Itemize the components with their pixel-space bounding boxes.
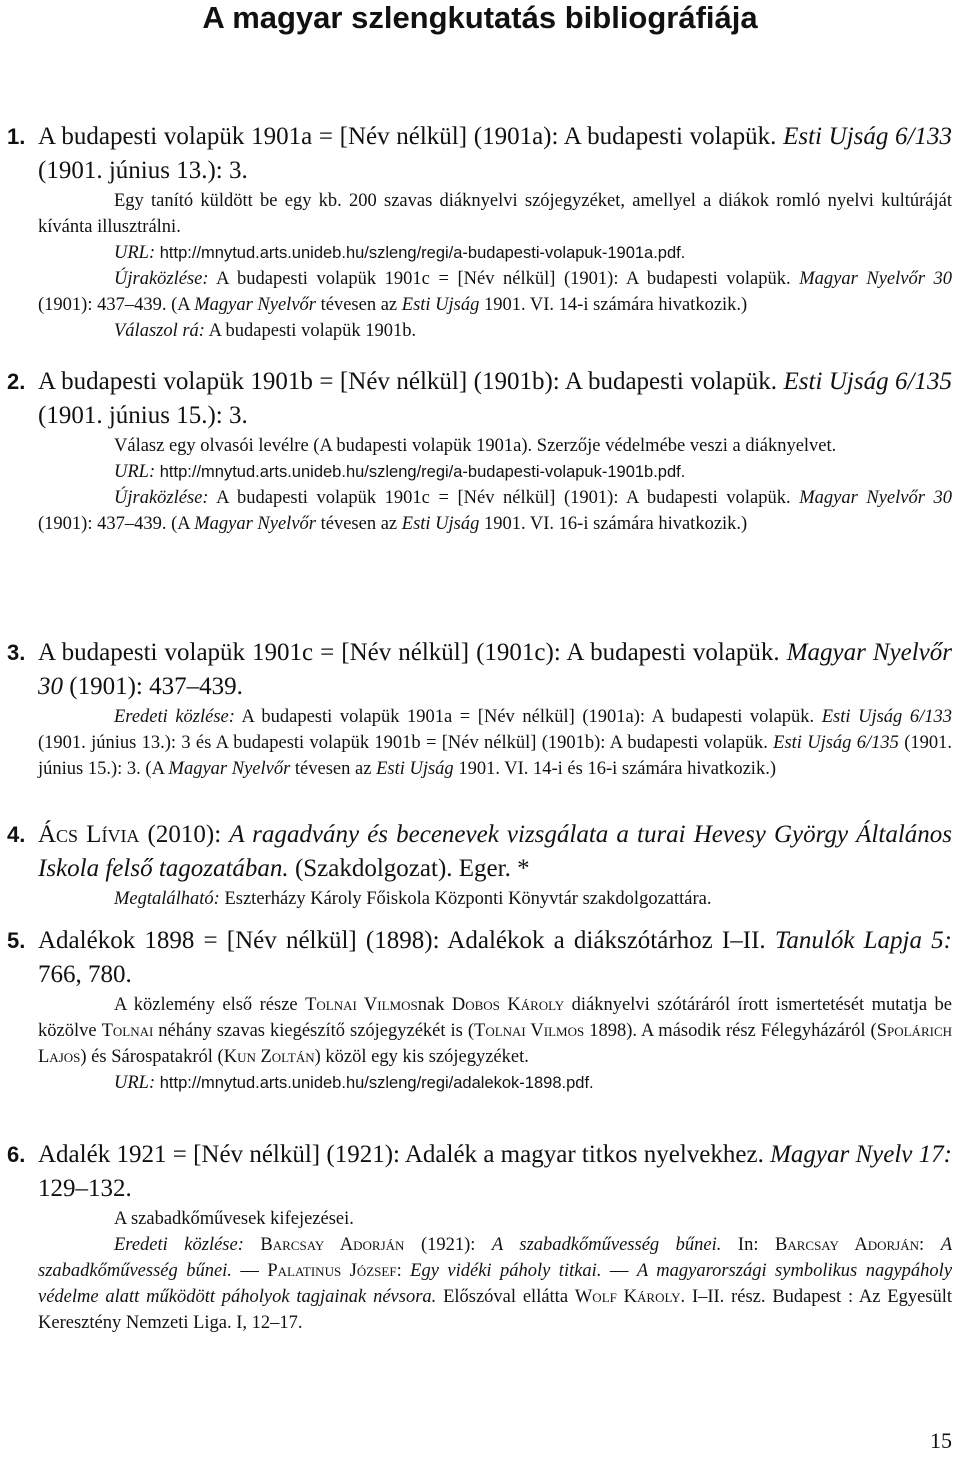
entry-annotation: [38, 1206, 952, 1336]
italic-text: Magyar Nyelv 17:: [770, 1141, 952, 1168]
entry-heading: [7, 636, 952, 704]
text-run: diáknyelvi szótáráról írott ismertetését mutatja be közölve: [38, 995, 953, 1041]
text-run: A budapesti volapük 1901c = [Név nélkül] (1901): A budapesti volapük.: [208, 269, 800, 289]
annotation-paragraph: [38, 886, 952, 912]
italic-text: A szabadkőművesség bűnei.: [491, 1235, 722, 1255]
text-run: [244, 1235, 261, 1255]
entry-heading: [7, 818, 952, 886]
author-name: Palatinus József: [267, 1261, 397, 1281]
italic-text: A ragadvány és becenevek vizsgálata a turai Hevesy György Általános Iskola felső tagozatában.: [38, 821, 952, 882]
text-run: tévesen az: [290, 759, 377, 779]
italic-text: Magyar Nyelvőr 30: [38, 639, 952, 700]
text-run: :: [919, 1235, 941, 1255]
italic-text: Esti Ujság 6/135: [773, 733, 899, 753]
text-run: (2010):: [139, 821, 230, 848]
text-run: A budapesti volapük 1901a = [Név nélkül] (1901a): A budapesti volapük.: [38, 123, 784, 150]
text-run: A budapesti volapük 1901a = [Név nélkül] (1901a): A budapesti volapük.: [234, 707, 822, 727]
bibliography-entry-3: [0, 636, 960, 782]
annotation-paragraph: [38, 485, 952, 537]
annotation-paragraph: [38, 992, 952, 1070]
bibliography-entry-4: [0, 818, 960, 912]
page-title: A magyar szlengkutatás bibliográfiája: [202, 0, 758, 35]
text-run: 1901. VI. 14-i számára hivatkozik.): [479, 295, 748, 315]
text-run: A budapesti volapük 1901c = [Név nélkül] (1901c): A budapesti volapük.: [38, 639, 787, 666]
page-number: 15: [930, 1428, 952, 1453]
entry-number: 2.: [7, 369, 26, 394]
text-run: (1901. június 13.): 3.: [38, 157, 248, 184]
italic-text: Esti Ujság: [401, 295, 480, 315]
italic-text: Esti Ujság 6/133: [821, 707, 952, 727]
italic-text: Magyar Nyelvőr: [194, 514, 316, 534]
entry-annotation: [38, 704, 952, 782]
text-run: ) és Sárospatakról (: [80, 1047, 224, 1067]
text-run: ) közöl egy kis szójegyzéket.: [314, 1047, 529, 1067]
annotation-paragraph: [38, 433, 952, 459]
annotation-paragraph: [38, 704, 952, 782]
author-name: Barcsay Adorján: [775, 1235, 920, 1255]
annotation-paragraph: [38, 318, 952, 344]
text-run: 129–132.: [38, 1175, 132, 1202]
italic-text: Magyar Nyelvőr: [168, 759, 291, 779]
text-run: . I–II. rész. Budapest : Az Egyesült Keresztény Nemzeti Liga. I, 12–17.: [38, 1287, 953, 1333]
italic-text: Esti Ujság 6/135: [783, 368, 952, 395]
text-run: Előszóval ellátta: [436, 1287, 575, 1307]
entry-number: 3.: [7, 640, 26, 665]
italic-text: Esti Ujság: [401, 514, 480, 534]
author-name: Barcsay Adorján: [260, 1235, 405, 1255]
annotation-paragraph: [38, 459, 952, 485]
text-run: :: [396, 1261, 411, 1281]
author-name: Tolnai Vilmos: [305, 995, 418, 1015]
italic-text: URL:: [114, 462, 156, 482]
entry-heading: [7, 924, 952, 992]
bibliography-entry-1: [0, 120, 960, 344]
italic-text: Válaszol rá:: [114, 321, 205, 341]
text-run: 766, 780.: [38, 961, 132, 988]
entry-number: 4.: [7, 822, 26, 847]
entry-number: 1.: [7, 124, 26, 149]
italic-text: Esti Ujság 6/133: [783, 123, 953, 150]
text-run: A budapesti volapük 1901b.: [204, 321, 417, 341]
text-run: 1901. VI. 14-i és 16-i számára hivatkozik.): [453, 759, 776, 779]
italic-text: URL:: [114, 243, 156, 263]
text-run: tévesen az: [315, 295, 402, 315]
text-run: A szabadkőművesek kifejezései.: [114, 1209, 354, 1229]
bibliography-entry-2: [0, 365, 960, 537]
text-run: tévesen az: [315, 514, 402, 534]
entry-heading: [7, 365, 952, 433]
text-run: —: [601, 1261, 637, 1281]
italic-text: A magyarországi symbolikus nagypáholy védelme alatt működött páholyok tagjainak névsora.: [38, 1261, 953, 1307]
text-run: In:: [721, 1235, 775, 1255]
author-name: Ács Lívia: [38, 821, 140, 848]
text-run: Adalékok 1898 = [Név nélkül] (1898): Adalékok a diákszótárhoz I–II.: [38, 927, 775, 954]
italic-text: Megtalálható:: [114, 889, 220, 909]
author-name: Tolnai Vilmos: [474, 1021, 585, 1041]
text-run: A budapesti volapük 1901b = [Név nélkül] (1901b): A budapesti volapük.: [38, 368, 784, 395]
annotation-paragraph: [38, 266, 952, 318]
text-run: 1901. VI. 16-i számára hivatkozik.): [479, 514, 748, 534]
italic-text: URL:: [114, 1073, 156, 1093]
text-run: (1921):: [404, 1235, 492, 1255]
author-name: Tolnai: [101, 1021, 154, 1041]
text-run: Adalék 1921 = [Név nélkül] (1921): Adalék a magyar titkos nyelvekhez.: [38, 1141, 771, 1168]
bibliography-entry-5: [0, 924, 960, 1096]
text-run: (1901): 437–439. (A: [38, 514, 195, 534]
italic-text: Magyar Nyelvőr: [194, 295, 316, 315]
annotation-paragraph: [38, 1070, 952, 1096]
text-run: A budapesti volapük 1901c = [Név nélkül] (1901): A budapesti volapük.: [208, 488, 800, 508]
author-name: Spolárich Lajos: [38, 1021, 952, 1067]
text-run: (1901): 437–439.: [63, 673, 243, 700]
url-text: http://mnytud.arts.unideb.hu/szleng/regi/a-budapesti-volapuk-1901a.pdf.: [159, 244, 686, 262]
entry-annotation: [38, 992, 952, 1096]
text-run: (1901. június 13.): 3 és A budapesti volapük 1901b = [Név nélkül] (1901b): A budapesti volapük.: [38, 733, 774, 753]
bibliography-entry-6: [0, 1138, 960, 1336]
annotation-paragraph: [38, 1232, 952, 1336]
italic-text: Újraközlése:: [114, 488, 209, 508]
url-text: http://mnytud.arts.unideb.hu/szleng/regi/a-budapesti-volapuk-1901b.pdf.: [159, 463, 686, 481]
italic-text: Tanulók Lapja 5:: [774, 927, 952, 954]
text-run: (Szakdolgozat). Eger. *: [288, 855, 530, 882]
text-run: A közlemény első része: [114, 995, 306, 1015]
annotation-paragraph: [38, 188, 952, 240]
entry-heading: [7, 120, 953, 188]
author-name: Dobos Károly: [451, 995, 565, 1015]
italic-text: A szabadkőművesség bűnei.: [38, 1235, 952, 1281]
entry-annotation: [38, 433, 952, 537]
italic-text: Eredeti közlése:: [114, 1235, 244, 1255]
italic-text: Magyar Nyelvőr 30: [799, 269, 952, 289]
entry-annotation: [38, 188, 952, 344]
text-run: Eszterházy Károly Főiskola Központi Könyvtár szakdolgozattára.: [219, 889, 712, 909]
text-run: Egy tanító küldött be egy kb. 200 szavas diáknyelvi szójegyzéket, amellyel a diákok romló nyelvi kultúráját kívánta illusztrálni.: [38, 191, 952, 237]
text-run: Válasz egy olvasói levélre (A budapesti volapük 1901a). Szerzője védelmébe veszi a diáknyelvet.: [114, 436, 837, 456]
author-name: Wolf Károly: [574, 1287, 681, 1307]
text-run: (1901. június 15.): 3. (A: [38, 733, 952, 779]
text-run: (1901. június 15.): 3.: [38, 402, 248, 429]
italic-text: Esti Ujság: [376, 759, 454, 779]
entry-number: 6.: [7, 1142, 26, 1167]
entry-annotation: [38, 886, 952, 912]
entry-number: 5.: [7, 928, 26, 953]
italic-text: Eredeti közlése:: [114, 707, 235, 727]
author-name: Kun Zoltán: [223, 1047, 315, 1067]
entry-heading: [7, 1138, 952, 1206]
italic-text: Egy vidéki páholy titkai.: [410, 1261, 602, 1281]
text-run: néhány szavas kiegészítő szójegyzékét is (: [153, 1021, 475, 1041]
annotation-paragraph: [38, 1206, 952, 1232]
text-run: nak: [417, 995, 452, 1015]
text-run: (1901): 437–439. (A: [38, 295, 195, 315]
italic-text: Újraközlése:: [114, 269, 209, 289]
url-text: http://mnytud.arts.unideb.hu/szleng/regi/adalekok-1898.pdf.: [159, 1074, 594, 1092]
text-run: —: [231, 1261, 268, 1281]
italic-text: Magyar Nyelvőr 30: [799, 488, 952, 508]
text-run: 1898). A második rész Félegyházáról (: [584, 1021, 877, 1041]
annotation-paragraph: [38, 240, 952, 266]
